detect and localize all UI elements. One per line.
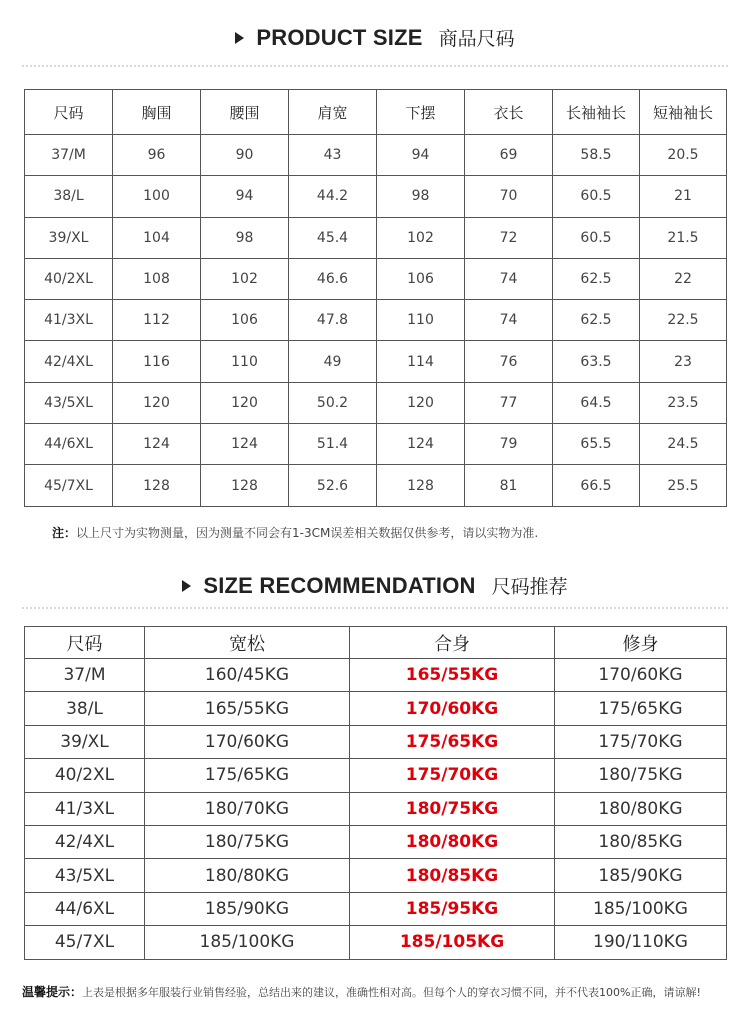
table-row — [25, 300, 727, 341]
table-cell: 100 — [113, 176, 201, 217]
divider — [22, 607, 728, 609]
table-cell: 180/85KG — [555, 825, 727, 858]
table-cell: 66.5 — [553, 465, 640, 506]
table-cell: 180/75KG — [350, 792, 555, 825]
table-cell: 170/60KG — [350, 692, 555, 725]
product-size-table — [24, 89, 727, 507]
product-size-title-cn: 商品尺码 — [438, 28, 515, 50]
table-cell: 64.5 — [553, 382, 640, 423]
table-cell: 46.6 — [289, 258, 377, 299]
table-cell: 62.5 — [553, 258, 640, 299]
table-cell: 128 — [113, 465, 201, 506]
table-cell: 43 — [289, 135, 377, 176]
tip-note — [22, 983, 701, 1000]
table-cell: 108 — [113, 258, 201, 299]
table-cell: 72 — [465, 217, 553, 258]
table-cell: 69 — [465, 135, 553, 176]
column-header: 长袖袖长 — [553, 90, 640, 135]
product-size-title — [0, 24, 750, 51]
triangle-icon — [182, 580, 191, 592]
triangle-icon — [235, 32, 244, 44]
table-cell: 63.5 — [553, 341, 640, 382]
table-row — [25, 725, 727, 758]
table-row — [25, 692, 727, 725]
table-cell: 70 — [465, 176, 553, 217]
table-row — [25, 424, 727, 465]
table-header-row — [25, 90, 727, 135]
table-cell: 65.5 — [553, 424, 640, 465]
table-cell: 38/L — [25, 176, 113, 217]
table-cell: 185/100KG — [555, 892, 727, 925]
column-header: 胸围 — [113, 90, 201, 135]
table-cell: 102 — [201, 258, 289, 299]
table-cell: 180/70KG — [145, 792, 350, 825]
table-cell: 44/6XL — [25, 424, 113, 465]
table-cell: 60.5 — [553, 217, 640, 258]
table-cell: 20.5 — [640, 135, 727, 176]
note-text: 以上尺寸为实物测量，因为测量不同会有1-3CM误差相关数据仅供参考，请以实物为准. — [76, 526, 539, 540]
tip-label: 温馨提示： — [22, 985, 83, 999]
table-cell: 124 — [377, 424, 465, 465]
table-cell: 180/80KG — [555, 792, 727, 825]
table-cell: 98 — [201, 217, 289, 258]
table-cell: 39/XL — [25, 217, 113, 258]
table-row — [25, 217, 727, 258]
table-cell: 116 — [113, 341, 201, 382]
table-cell: 185/100KG — [145, 926, 350, 959]
table-cell: 42/4XL — [25, 825, 145, 858]
table-cell: 25.5 — [640, 465, 727, 506]
table-cell: 185/105KG — [350, 926, 555, 959]
table-cell: 180/75KG — [145, 825, 350, 858]
table-cell: 185/95KG — [350, 892, 555, 925]
table-cell: 165/55KG — [145, 692, 350, 725]
table-cell: 110 — [377, 300, 465, 341]
table-cell: 37/M — [25, 659, 145, 692]
column-header: 衣长 — [465, 90, 553, 135]
table-cell: 41/3XL — [25, 792, 145, 825]
table-cell: 185/90KG — [555, 859, 727, 892]
column-header: 下摆 — [377, 90, 465, 135]
table-cell: 37/M — [25, 135, 113, 176]
table-cell: 124 — [113, 424, 201, 465]
table-cell: 124 — [201, 424, 289, 465]
note-label: 注： — [52, 526, 77, 540]
column-header: 宽松 — [145, 627, 350, 659]
table-cell: 77 — [465, 382, 553, 423]
table-cell: 38/L — [25, 692, 145, 725]
table-cell: 23 — [640, 341, 727, 382]
table-cell: 175/65KG — [555, 692, 727, 725]
table-cell: 180/75KG — [555, 759, 727, 792]
table-cell: 41/3XL — [25, 300, 113, 341]
table-cell: 165/55KG — [350, 659, 555, 692]
column-header: 修身 — [555, 627, 727, 659]
table-row — [25, 382, 727, 423]
table-cell: 24.5 — [640, 424, 727, 465]
table-row — [25, 859, 727, 892]
table-cell: 50.2 — [289, 382, 377, 423]
table-cell: 52.6 — [289, 465, 377, 506]
table-cell: 43/5XL — [25, 859, 145, 892]
table-cell: 49 — [289, 341, 377, 382]
table-cell: 120 — [113, 382, 201, 423]
table-cell: 104 — [113, 217, 201, 258]
size-recommendation-title-en: SIZE RECOMMENDATION — [203, 573, 476, 598]
size-recommendation-title — [0, 572, 750, 599]
column-header: 短袖袖长 — [640, 90, 727, 135]
table-cell: 79 — [465, 424, 553, 465]
table-row — [25, 341, 727, 382]
table-cell: 94 — [377, 135, 465, 176]
table-cell: 51.4 — [289, 424, 377, 465]
table-cell: 190/110KG — [555, 926, 727, 959]
table-cell: 39/XL — [25, 725, 145, 758]
table-cell: 40/2XL — [25, 258, 113, 299]
table-cell: 102 — [377, 217, 465, 258]
table-row — [25, 759, 727, 792]
table-cell: 112 — [113, 300, 201, 341]
table-header-row — [25, 627, 727, 659]
column-header: 肩宽 — [289, 90, 377, 135]
table-cell: 90 — [201, 135, 289, 176]
divider — [22, 65, 728, 67]
column-header: 尺码 — [25, 627, 145, 659]
table-row — [25, 792, 727, 825]
column-header: 合身 — [350, 627, 555, 659]
table-cell: 74 — [465, 300, 553, 341]
table-cell: 114 — [377, 341, 465, 382]
table-cell: 175/65KG — [350, 725, 555, 758]
table-cell: 120 — [377, 382, 465, 423]
table-cell: 45/7XL — [25, 926, 145, 959]
table-cell: 180/80KG — [145, 859, 350, 892]
table-cell: 44.2 — [289, 176, 377, 217]
table-row — [25, 825, 727, 858]
table-row — [25, 176, 727, 217]
table-cell: 106 — [201, 300, 289, 341]
table-cell: 106 — [377, 258, 465, 299]
table-row — [25, 659, 727, 692]
measurement-note — [52, 524, 538, 541]
table-cell: 175/70KG — [350, 759, 555, 792]
table-cell: 94 — [201, 176, 289, 217]
size-recommendation-table — [24, 626, 727, 960]
table-cell: 160/45KG — [145, 659, 350, 692]
table-cell: 21 — [640, 176, 727, 217]
table-cell: 81 — [465, 465, 553, 506]
product-size-title-en: PRODUCT SIZE — [256, 25, 423, 50]
tip-text: 上表是根据多年服装行业销售经验，总结出来的建议，准确性相对高。但每个人的穿衣习惯不同，并不代表100%正确，请谅解! — [82, 986, 701, 999]
table-cell: 74 — [465, 258, 553, 299]
table-cell: 170/60KG — [555, 659, 727, 692]
table-cell: 62.5 — [553, 300, 640, 341]
table-cell: 44/6XL — [25, 892, 145, 925]
table-cell: 23.5 — [640, 382, 727, 423]
table-row — [25, 926, 727, 959]
table-row — [25, 135, 727, 176]
table-row — [25, 465, 727, 506]
table-row — [25, 892, 727, 925]
table-cell: 180/85KG — [350, 859, 555, 892]
table-cell: 21.5 — [640, 217, 727, 258]
table-cell: 98 — [377, 176, 465, 217]
table-cell: 60.5 — [553, 176, 640, 217]
table-cell: 40/2XL — [25, 759, 145, 792]
table-cell: 96 — [113, 135, 201, 176]
table-cell: 47.8 — [289, 300, 377, 341]
table-cell: 120 — [201, 382, 289, 423]
table-cell: 180/80KG — [350, 825, 555, 858]
table-cell: 175/65KG — [145, 759, 350, 792]
column-header: 腰围 — [201, 90, 289, 135]
column-header: 尺码 — [25, 90, 113, 135]
table-row — [25, 258, 727, 299]
table-cell: 58.5 — [553, 135, 640, 176]
table-cell: 45.4 — [289, 217, 377, 258]
table-cell: 128 — [377, 465, 465, 506]
table-cell: 76 — [465, 341, 553, 382]
table-cell: 45/7XL — [25, 465, 113, 506]
table-cell: 175/70KG — [555, 725, 727, 758]
table-cell: 22.5 — [640, 300, 727, 341]
table-cell: 43/5XL — [25, 382, 113, 423]
table-cell: 185/90KG — [145, 892, 350, 925]
table-cell: 110 — [201, 341, 289, 382]
table-cell: 128 — [201, 465, 289, 506]
table-cell: 170/60KG — [145, 725, 350, 758]
size-recommendation-title-cn: 尺码推荐 — [491, 576, 568, 598]
table-cell: 42/4XL — [25, 341, 113, 382]
table-cell: 22 — [640, 258, 727, 299]
